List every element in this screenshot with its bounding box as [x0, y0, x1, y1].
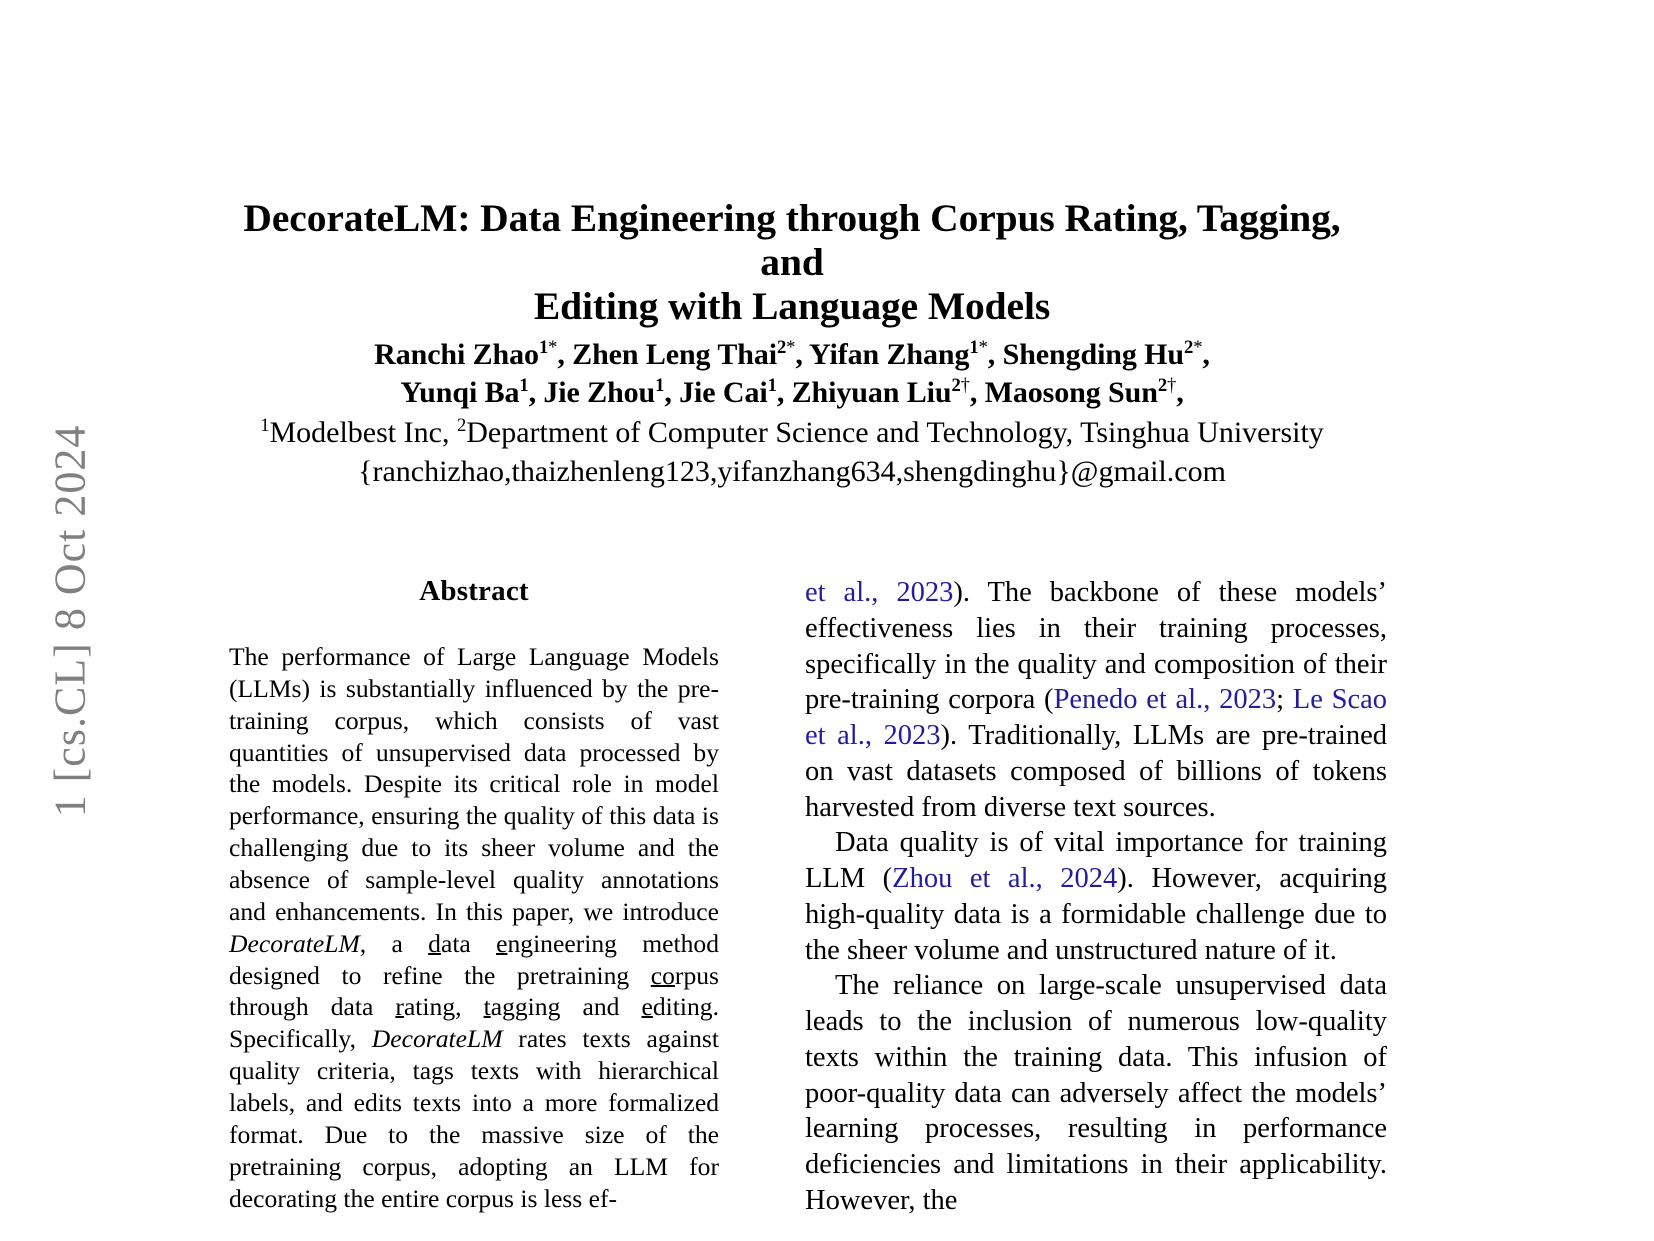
- abstract-text-part: ating,: [403, 992, 484, 1022]
- abstract-text-part: , a: [359, 928, 429, 958]
- arxiv-stamp: [0, 0, 140, 1241]
- author-affil-sup: 2*: [776, 337, 796, 358]
- author-name: Maosong Sun: [984, 376, 1158, 410]
- author-entry: [809, 338, 988, 371]
- citation-link[interactable]: Le Scao et al., 2023: [805, 684, 1387, 752]
- acronym-letter: t: [483, 992, 491, 1022]
- affiliation-2: Department of Computer Science and Technology, Tsinghua University: [466, 415, 1324, 449]
- author-entry: [374, 338, 557, 371]
- author-name: Jie Zhou: [543, 376, 656, 410]
- author-mark: †: [960, 375, 970, 397]
- author-line-1: Ranchi Zhao$^{1*}$, Zhen Leng Thai$^{2*}$, Yifan Zhang$^{1*}$, Shengding $Hu^{2*}$,: [374, 337, 1210, 371]
- author-block: [212, 336, 1372, 491]
- author-entry: [792, 376, 970, 409]
- affiliation-sup-2: 2: [456, 414, 467, 436]
- author-affil-sup: 1*: [538, 337, 558, 358]
- acronym-letter: r: [395, 992, 404, 1022]
- intro-paragraph-3: The reliance on large-scale unsupervised data leads to the inclusion of numerous low-quality texts within the training data. This infusion of poor-quality data can adversely affect the models’ learning processes, resulting in performance deficiencies and limitations in their applicability. However, the: [805, 970, 1387, 1217]
- author-name: Yunqi Ba: [400, 376, 520, 410]
- abstract-text-part: ata: [440, 928, 497, 958]
- author-line-2: Yunqi Ba$^1$, Jie Zhou$^1$, Jie Cai$^1$, Zhiyuan Liu$^{2\dagger}$, Maosong Sun$^{2\dagger}$,: [400, 375, 1184, 410]
- abstract-text-part: diting. Specifically,: [229, 992, 719, 1054]
- author-entry: [572, 338, 795, 371]
- abstract-heading: Abstract: [419, 575, 529, 607]
- intro-text-part: ). However, acquiring high-quality data is a formidable challenge due to the sheer volume and unstructured nature of it.: [805, 863, 1387, 966]
- citation-link[interactable]: et al., 2023: [805, 577, 954, 608]
- affiliation-sup-1: 1: [260, 414, 270, 436]
- introduction-column: [805, 575, 1387, 1219]
- arxiv-stamp-text: 1 [cs.CL] 8 Oct 2024: [45, 424, 95, 817]
- abstract-text-part: The performance of Large Language Models (LLMs) is substantially influenced by the pre-training corpus, which consists of vast quantities of unsupervised data processed by the models. Despite its critical role in model performance, ensuring the quality of this data is challenging due to its sheer volume and the absence of sample-level quality annotations and enhancements. In this paper, we introduce: [229, 642, 719, 926]
- author-entry: [400, 376, 528, 409]
- method-name: DecorateLM: [371, 1024, 503, 1054]
- abstract-text-part: rates texts against quality criteria, tags texts with hierarchical labels, and edits texts into a more formalized format. Due to the massive size of the pretraining corpus, adopting an LLM for decorating the entire corpus is less ef-: [229, 1024, 719, 1213]
- citation-link[interactable]: Penedo et al., 2023: [1053, 684, 1277, 716]
- author-affil-sup: 1: [767, 375, 777, 397]
- author-affil-sup: 1*: [969, 337, 988, 358]
- author-affil-sup: 1: [519, 375, 529, 397]
- author-mark: †: [1167, 375, 1177, 397]
- author-affil-sup: 2†: [1157, 375, 1177, 397]
- author-name: Zhiyuan Liu: [791, 376, 952, 410]
- author-affil-sup: 2*: [1184, 337, 1203, 358]
- acronym-letter: e: [496, 928, 508, 958]
- abstract-column: [229, 575, 719, 1214]
- abstract-text-part: agging and: [490, 992, 642, 1022]
- intro-text-part: ). The backbone of these models’ effectiveness lies in their training processes, specifically in the quality and composition of their pre-training corpora (: [805, 577, 1387, 716]
- intro-paragraph-2: [805, 825, 1387, 968]
- abstract-body: [229, 641, 719, 1214]
- author-entry: [679, 376, 777, 409]
- author-affil-sup: 2†: [951, 375, 970, 397]
- author-name: Shengding Hu: [1002, 338, 1185, 371]
- abstract-text-part: rpus through data: [229, 960, 719, 1022]
- author-name: Yifan Zhang: [809, 338, 970, 371]
- author-name: Ranchi Zhao: [374, 338, 539, 371]
- acronym-letter: co: [650, 960, 675, 990]
- acronym-letter: d: [428, 928, 441, 958]
- intro-text-part: ;: [1276, 684, 1293, 716]
- affiliation-line: [212, 413, 1372, 452]
- email-line: {ranchizhao,thaizhenleng123,yifanzhang634,shengdinghu}@gmail.com: [358, 454, 1226, 488]
- author-entry: [543, 376, 664, 409]
- author-mark: *: [786, 337, 796, 358]
- author-name: Jie Cai: [679, 376, 768, 410]
- author-name: Zhen Leng Thai: [572, 338, 777, 371]
- page-title: [212, 196, 1372, 329]
- acronym-letter: e: [641, 992, 653, 1022]
- affiliation-1: Modelbest Inc,: [269, 415, 457, 449]
- author-entry: [985, 376, 1177, 409]
- intro-text-part: ). Traditionally, LLMs are pre-trained on vast datasets composed of billions of tokens harvested from diverse text sources.: [805, 720, 1388, 823]
- intro-text-part: Data quality is of vital importance for training LLM (: [805, 827, 1387, 895]
- abstract-text-part: ngineering method designed to refine the pretraining: [229, 928, 719, 990]
- citation-link[interactable]: Zhou et al., 2024: [892, 863, 1118, 895]
- intro-paragraph-1: [805, 575, 1387, 825]
- method-name: DecorateLM: [229, 928, 360, 958]
- author-mark: *: [1193, 337, 1203, 358]
- author-mark: *: [548, 337, 558, 358]
- title-line-2: Editing with Language Models: [533, 284, 1051, 329]
- author-entry: [1003, 338, 1203, 371]
- author-affil-sup: 1: [655, 375, 665, 397]
- author-mark: *: [978, 337, 988, 358]
- title-line-1: DecorateLM: Data Engineering through Corpus Rating, Tagging, and: [243, 196, 1341, 285]
